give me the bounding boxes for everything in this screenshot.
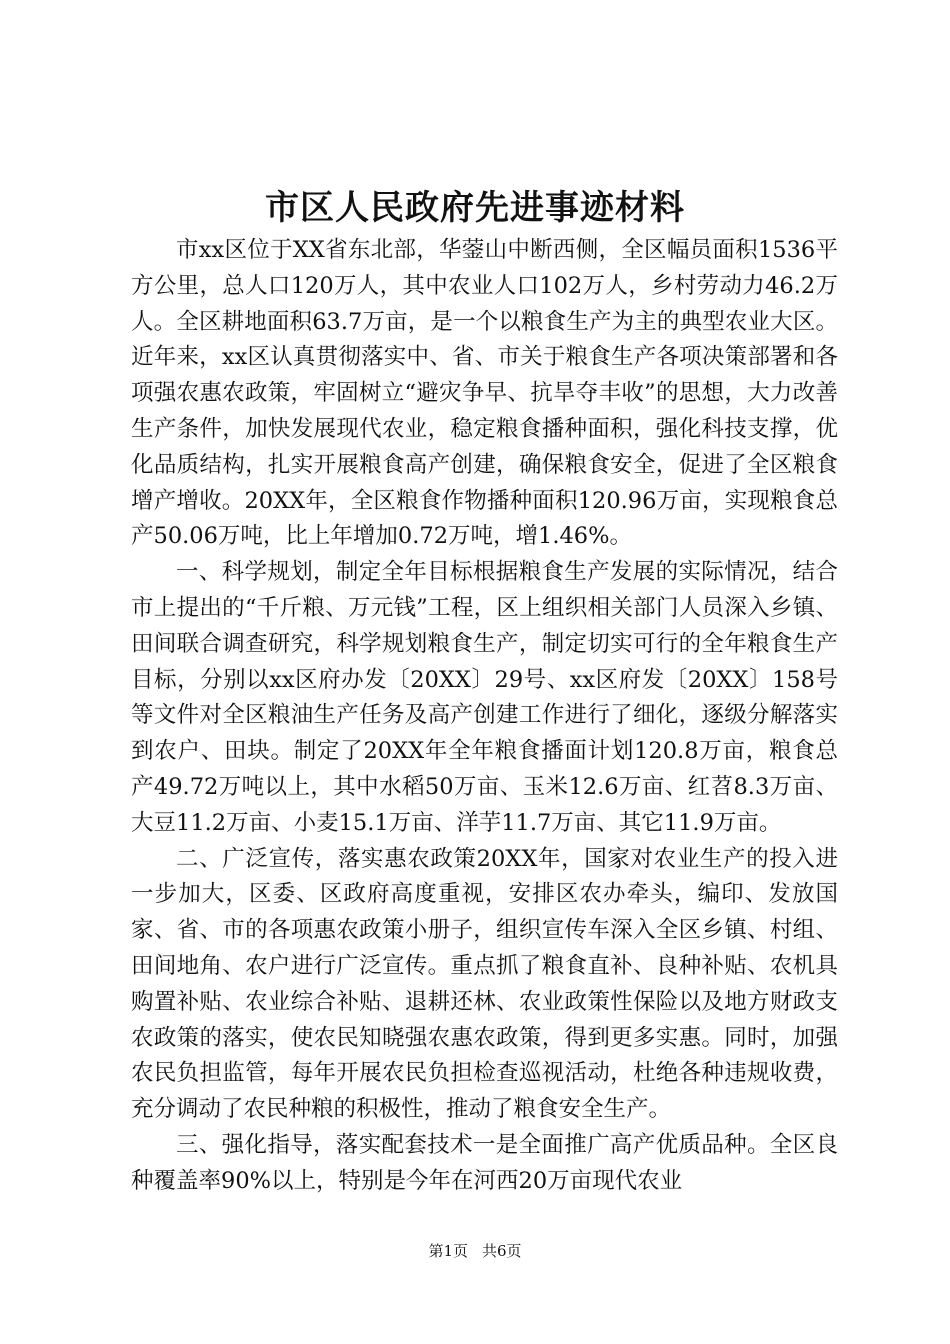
paragraph-section-1: 一、科学规划，制定全年目标根据粮食生产发展的实际情况，结合市上提出的“千斤粮、万元钱”工程，区上组织相关部门人员深入乡镇、田间联合调查研究，科学规划粮食生产，制定切实可行的全年粮食生产目标，分别以xx区府办发〔20XX〕29号、xx区府发〔20XX〕158号等文件对全区粮油生产任务及高产创建工作进行了细化，逐级分解落实到农户、田块。制定了20XX年全年粮食播面计划120.8万亩，粮食总产49.72万吨以上，其中水稻50万亩、玉米12.6万亩、红苕8.3万亩、大豆11.2万亩、小麦15.1万亩、洋芋11.7万亩、其它11.9万亩。 [131,559,838,836]
document-body [131,233,838,1200]
paragraph-section-2: 二、广泛宣传，落实惠农政策20XX年，国家对农业生产的投入进一步加大，区委、区政府高度重视，安排区农办牵头，编印、发放国家、省、市的各项惠农政策小册子，组织宣传车深入全区乡镇、村组、田间地角、农户进行广泛宣传。重点抓了粮食直补、良种补贴、农机具购置补贴、农业综合补贴、退耕还林、农业政策性保险以及地方财政支农政策的落实，使农民知晓强农惠农政策，得到更多实惠。同时，加强农民负担监管，每年开展农民负担检查巡视活动，杜绝各种违规收费，充分调动了农民种粮的积极性，推动了粮食安全生产。 [131,845,838,1123]
paragraph-section-3: 三、强化指导，落实配套技术一是全面推广高产优质品种。全区良种覆盖率90%以上，特别是今年在河西20万亩现代农业 [131,1131,838,1194]
document-title: 市区人民政府先进事迹材料 [265,188,685,228]
paragraph-intro: 市xx区位于XX省东北部，华蓥山中断西侧，全区幅员面积1536平方公里，总人口120万人，其中农业人口102万人，乡村劳动力46.2万人。全区耕地面积63.7万亩，是一个以粮食生产为主的典型农业大区。近年来，xx区认真贯彻落实中、省、市关于粮食生产各项决策部署和各项强农惠农政策，牢固树立“避灾争早、抗旱夺丰收”的思想，大力改善生产条件，加快发展现代农业，稳定粮食播种面积，强化科技支撑，优化品质结构，扎实开展粮食高产创建，确保粮食安全，促进了全区粮食增产增收。20XX年，全区粮食作物播种面积120.96万亩，实现粮食总产50.06万吨，比上年增加0.72万吨，增1.46%。 [131,237,838,550]
page-total: 共6页 [482,1242,522,1260]
page-footer [0,1241,950,1261]
page-number: 第1页 [428,1242,468,1260]
